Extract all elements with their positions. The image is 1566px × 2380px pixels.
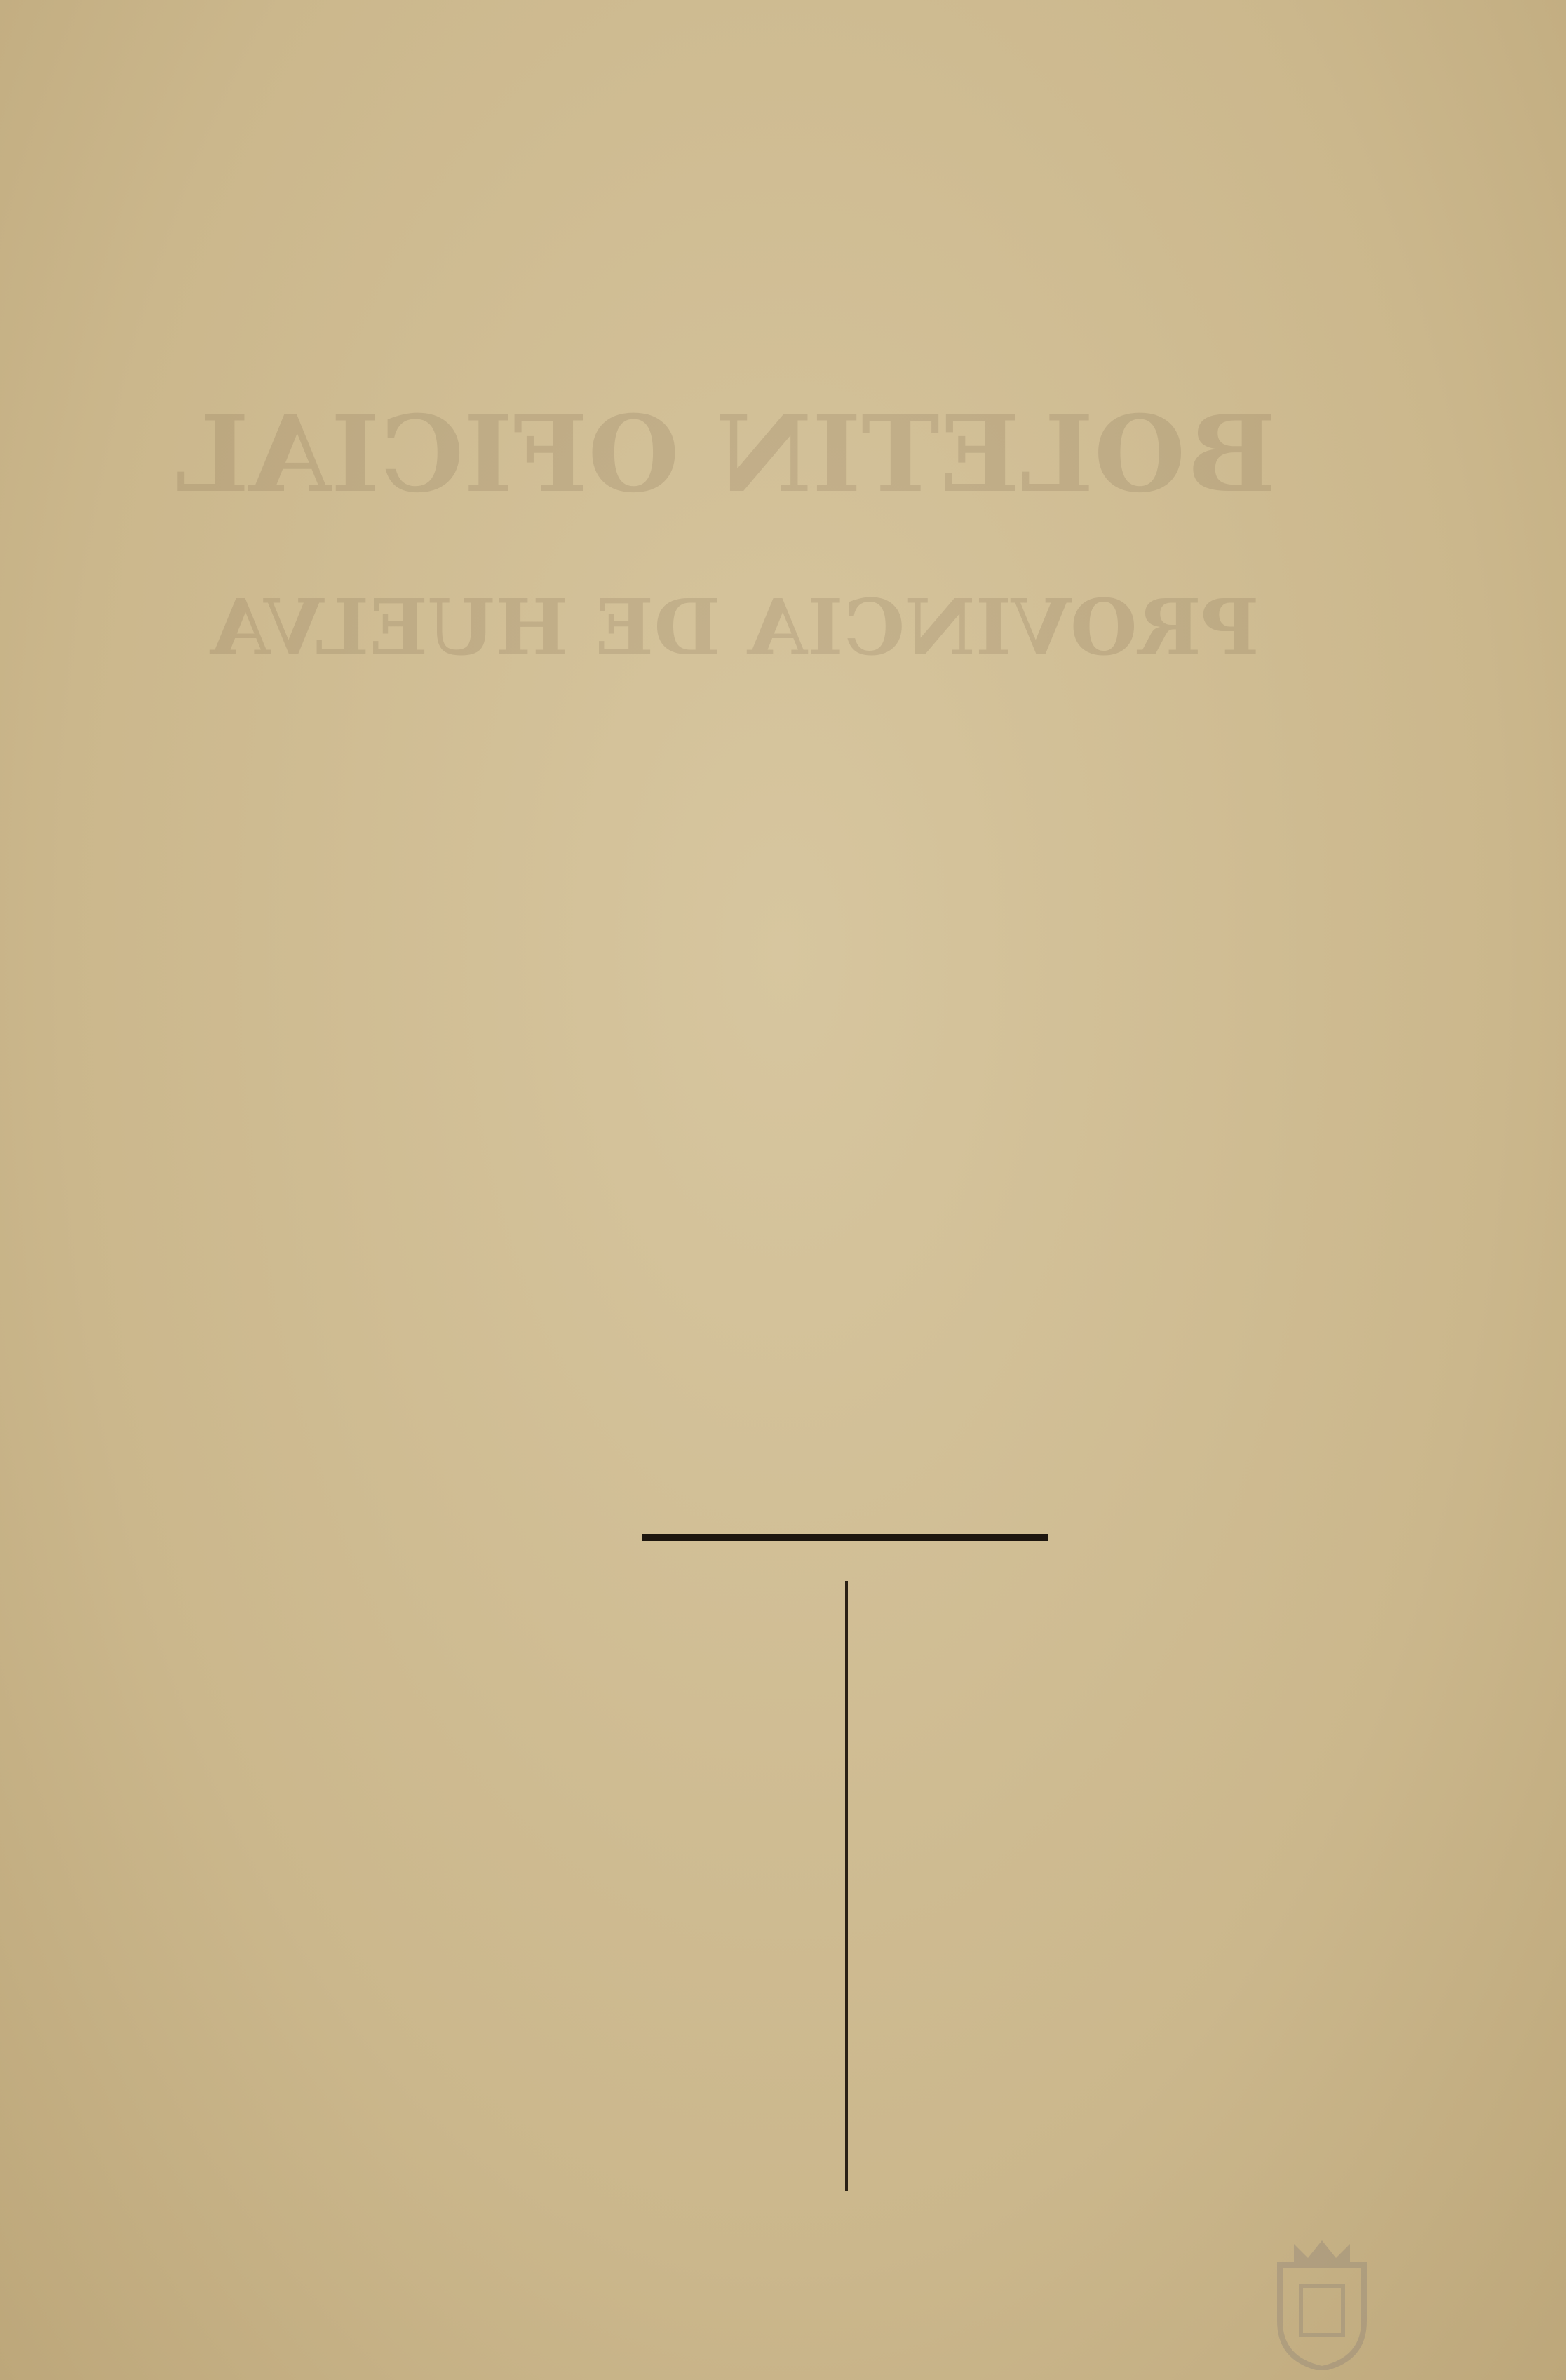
column-divider xyxy=(845,1581,848,2191)
show-through-text: PROVINCIA DE HUELVA xyxy=(210,582,1260,672)
section-divider xyxy=(642,1534,1048,1541)
ayuntamiento-logo xyxy=(1273,2237,1546,2370)
left-article xyxy=(189,1613,806,1641)
shield-icon xyxy=(1273,2237,1371,2370)
show-through-text: BOLETIN OFICIAL xyxy=(175,393,1276,516)
